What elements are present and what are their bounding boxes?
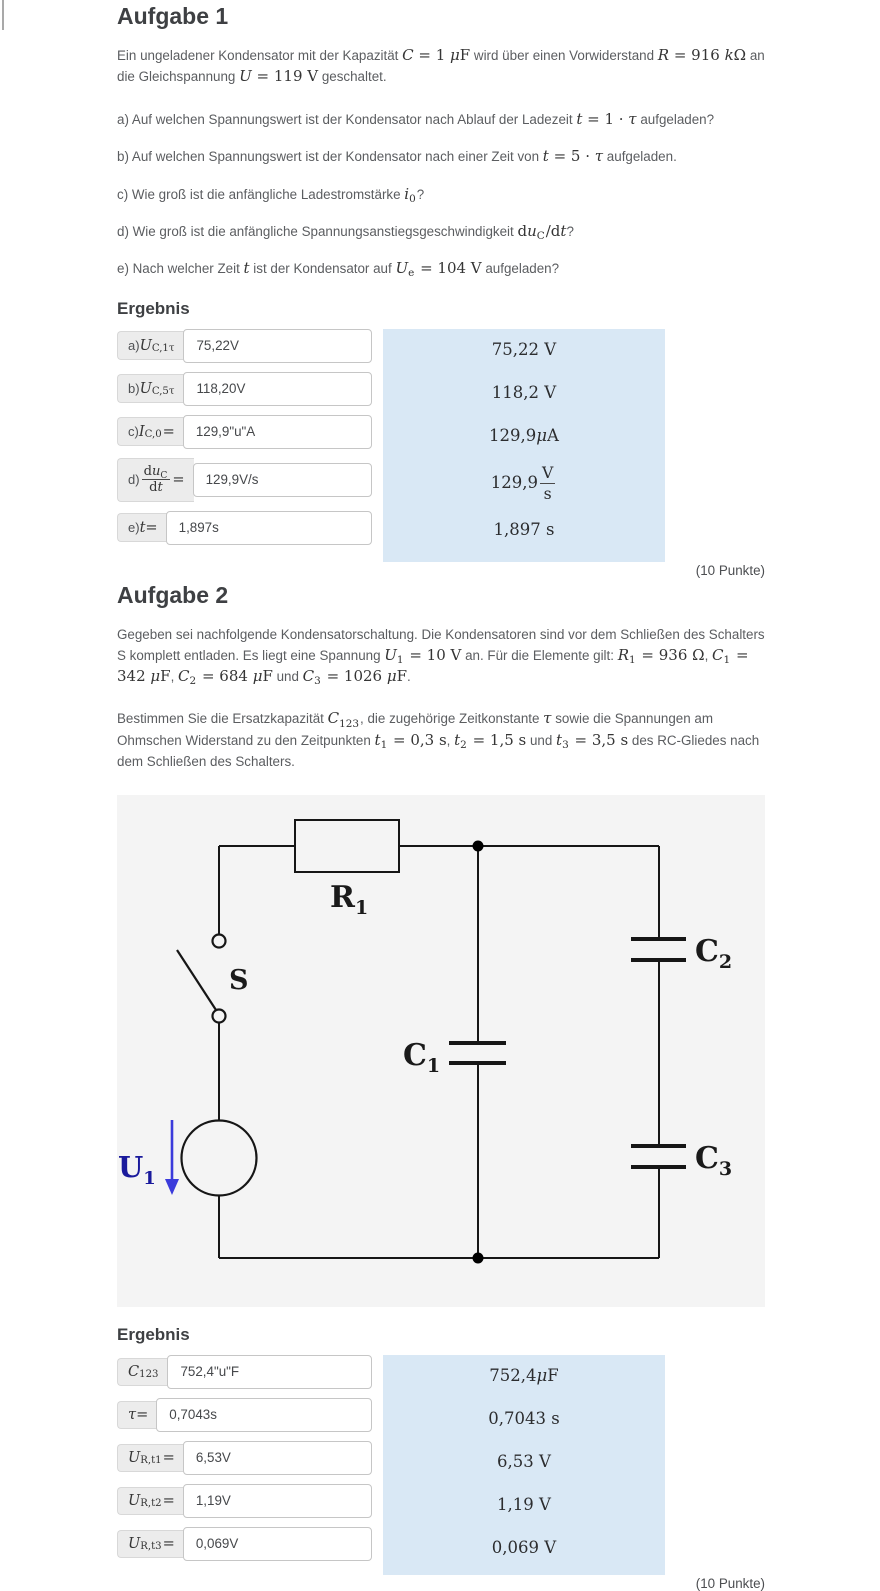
u1-arrowhead <box>165 1179 179 1195</box>
row-label-ur-t2: U R,t2 = <box>117 1487 184 1516</box>
row-label-c123: C 123 <box>117 1358 168 1387</box>
result-row-e <box>117 511 372 545</box>
task2-title: Aufgabe 2 <box>117 581 229 608</box>
junction-dot-top <box>473 840 484 851</box>
result-value-b: 118,2 V <box>491 383 557 403</box>
result-value-c123: 752,4 μ F <box>489 1366 559 1386</box>
result-row-b <box>117 372 372 406</box>
row-label-uc5tau: b) U C,5τ <box>117 374 184 403</box>
capacitor-c3 <box>631 1141 732 1180</box>
result-value-d: 129,9 $\frac{V}{s}$ <box>490 462 554 503</box>
task1-title: Aufgabe 1 <box>117 3 229 29</box>
task2-points: (10 Punkte) <box>695 1575 765 1591</box>
capacitor-c3-label: $C_3$ <box>695 1140 733 1180</box>
task1-question-d: d) Wie groß ist die anfängliche Spannungsanstiegsgeschwindigkeit $du_C/dt$? <box>117 221 574 242</box>
result-value-a: 75,22 V <box>491 340 557 360</box>
switch-s <box>177 934 249 1022</box>
task1-question-b: b) Auf welchen Spannungswert ist der Kondensator nach einer Zeit von t = 5 · τ aufgeladen. <box>117 147 677 166</box>
input-uc5tau[interactable] <box>183 372 372 406</box>
result-value-ur-t1: 6,53 V <box>497 1452 551 1472</box>
task1-results-panel <box>383 329 665 562</box>
task1-intro: Ein ungeladener Kondensator mit der Kapazität C = 1 μF wird über einen Vorwiderstand R = 916 kΩ an die Gleichspannung U = 119 V geschaltet. <box>117 46 765 86</box>
resistor-r1 <box>295 820 399 919</box>
result-row-d <box>117 458 372 502</box>
task1-result-grid <box>117 329 765 562</box>
task2-results-panel <box>383 1355 665 1575</box>
result-value-c: 129,9 μ A <box>489 426 559 446</box>
input-ducdt[interactable] <box>193 463 372 497</box>
capacitor-c2-label: $C_2$ <box>695 933 733 973</box>
result-row-ur-t1 <box>117 1441 372 1475</box>
input-c123[interactable] <box>167 1355 372 1389</box>
row-label-ic0: c) I C,0 = <box>117 417 184 446</box>
input-uc1tau[interactable] <box>183 329 372 363</box>
result-row-tau <box>117 1398 372 1432</box>
task1-input-rows <box>117 329 372 554</box>
switch-s-label: S <box>229 964 249 996</box>
task2-intro: Gegeben sei nachfolgende Kondensatorschaltung. Die Kondensatoren sind vor dem Schließen des Schalters S komplett entladen. Es liegt eine Spannung $U_1 = 10$ V an. Für die Elemente gilt: $R_1 = 936$ Ω, $C_1 = 342$ μF, $C_2 = 684$ μF und $C_3 = 1026$ μF. <box>117 626 765 688</box>
resistor-r1-label: $R_1$ <box>330 879 369 919</box>
task1-question-c: c) Wie groß ist die anfängliche Ladestromstärke $i_0$? <box>117 184 425 205</box>
capacitor-c2 <box>631 934 732 973</box>
row-label-t: e) t = <box>117 513 167 542</box>
input-ur-t2[interactable] <box>183 1484 372 1518</box>
circuit-diagram <box>117 795 765 1307</box>
capacitor-c1-label: $C_1$ <box>403 1037 441 1077</box>
row-label-tau: τ = <box>117 1401 157 1430</box>
junction-dot-bottom <box>473 1252 484 1263</box>
task1-points: (10 Punkte) <box>695 562 765 578</box>
circuit-svg <box>117 795 765 1307</box>
task2-task: Bestimmen Sie die Ersatzkapazität $C_{123}$, die zugehörige Zeitkonstante τ sowie die Spannungen am Ohmschen Widerstand zu den Zeitpunkten $t_1 = 0,3$ s, $t_2 = 1,5$ s und $t_3 = 3,5$ s des RC-Gliedes nach dem Schließen des Schalters. <box>117 709 760 769</box>
result-row-a <box>117 329 372 363</box>
task2-result-grid <box>117 1355 765 1575</box>
row-label-uc1tau: a) U C,1τ <box>117 331 184 360</box>
row-label-ducdt: d) $\frac{du_C}{dt}$ = <box>117 458 194 502</box>
result-row-c123 <box>117 1355 372 1389</box>
task1-question-a: a) Auf welchen Spannungswert ist der Kondensator nach Ablauf der Ladezeit t = 1 · τ aufgeladen? <box>117 110 715 129</box>
task2-input-rows <box>117 1355 372 1570</box>
source-u1-label: $U_1$ <box>118 1149 156 1189</box>
row-label-ur-t1: U R,t1 = <box>117 1444 184 1473</box>
result-row-ur-t2 <box>117 1484 372 1518</box>
result-value-tau: 0,7043 s <box>488 1409 560 1429</box>
input-ic0[interactable] <box>183 415 372 449</box>
result-row-c <box>117 415 372 449</box>
task1-question-e: e) Nach welcher Zeit t ist der Kondensator auf $U_e = 104$ V aufgeladen? <box>117 258 560 279</box>
result-value-ur-t3: 0,069 V <box>491 1538 557 1558</box>
input-t[interactable] <box>166 511 372 545</box>
result-value-e: 1,897 s <box>493 520 555 540</box>
input-ur-t1[interactable] <box>183 1441 372 1475</box>
result-value-ur-t2: 1,19 V <box>497 1495 551 1515</box>
task1-result-heading: Ergebnis <box>117 298 190 318</box>
voltage-source-u1 <box>118 1120 257 1196</box>
task2-result-heading: Ergebnis <box>117 1324 190 1344</box>
input-ur-t3[interactable] <box>183 1527 372 1561</box>
circuit-wires <box>219 846 659 1258</box>
capacitor-c1 <box>403 1038 506 1077</box>
input-tau[interactable] <box>156 1398 372 1432</box>
page-edge-mark <box>2 0 4 30</box>
row-label-ur-t3: U R,t3 = <box>117 1530 184 1559</box>
main-content <box>117 0 765 1591</box>
result-row-ur-t3 <box>117 1527 372 1561</box>
